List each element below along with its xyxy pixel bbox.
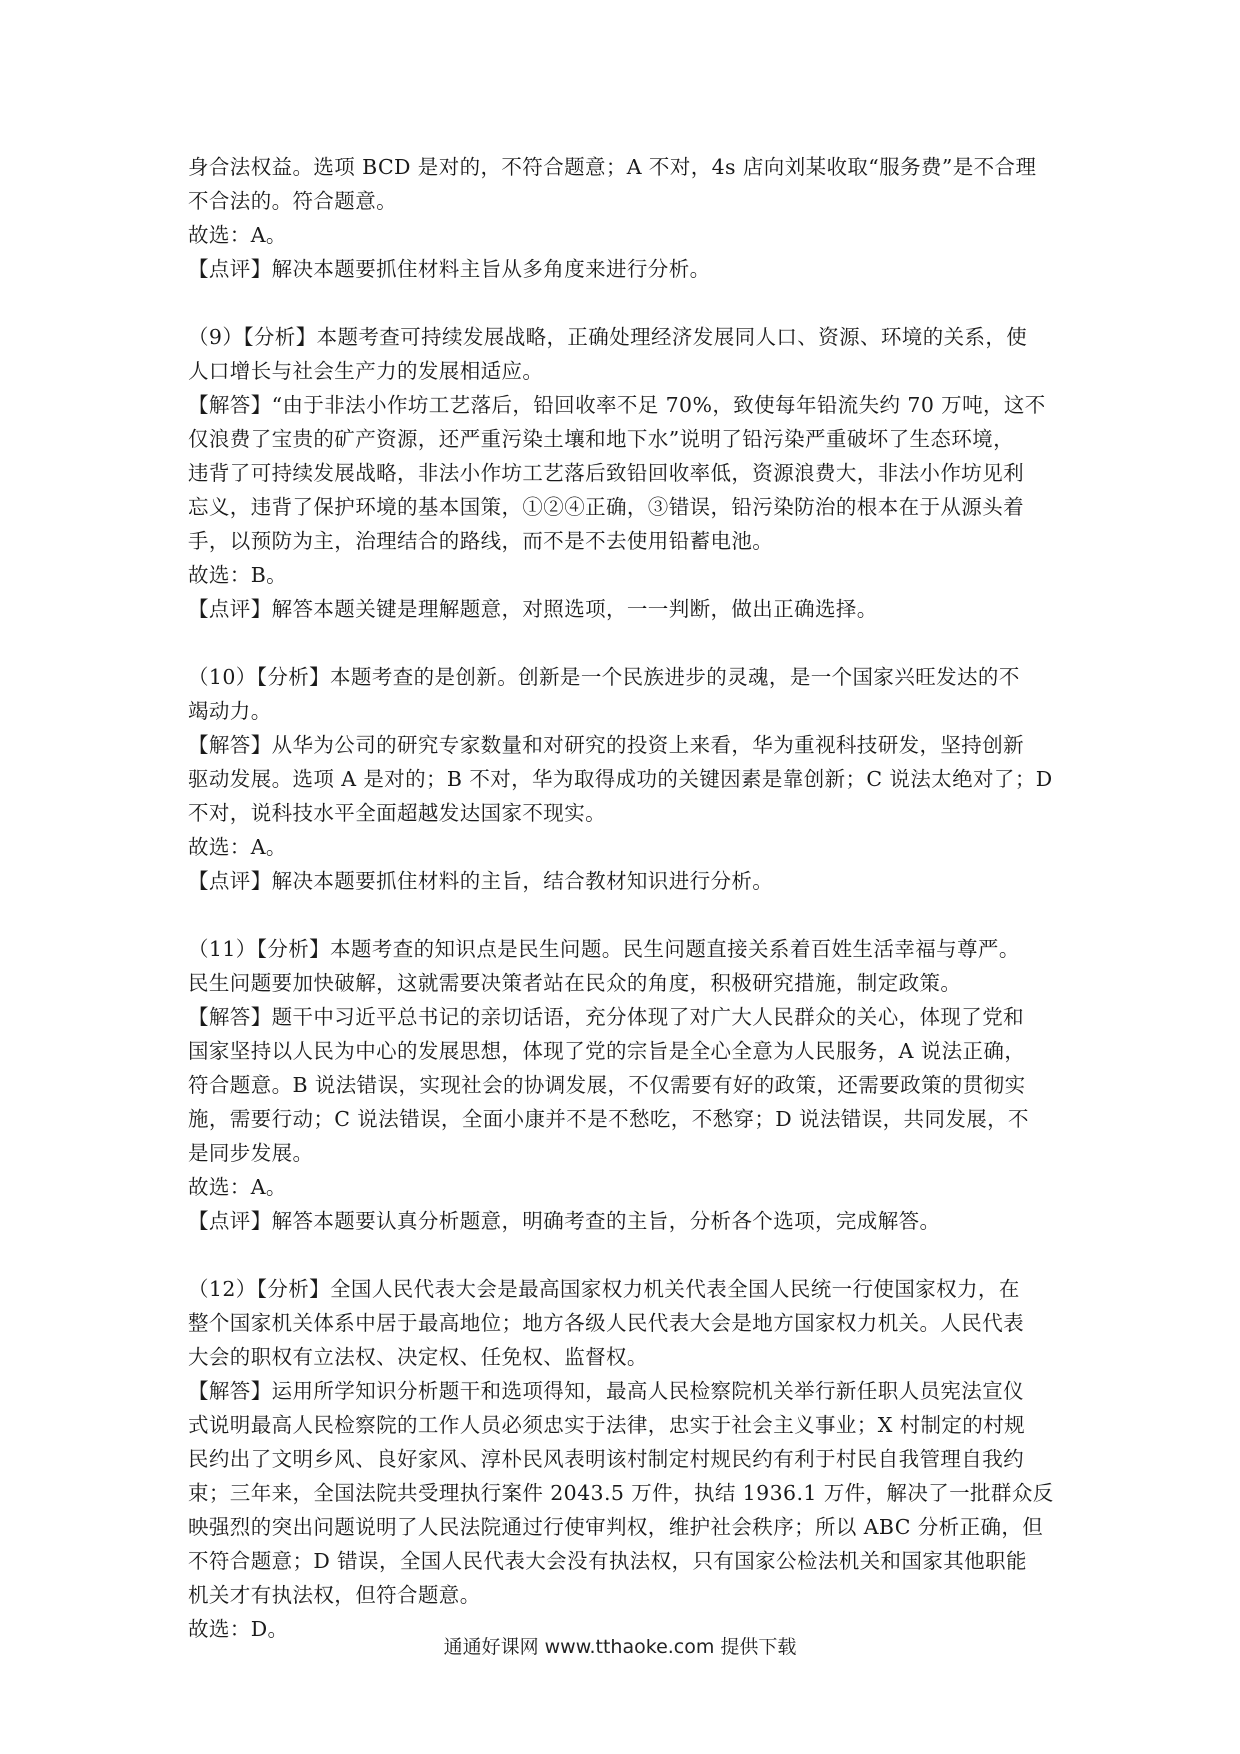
text-line: 机关才有执法权，但符合题意。 bbox=[188, 1583, 481, 1607]
text-line: 符合题意。B 说法错误，实现社会的协调发展，不仅需要有好的政策，还需要政策的贯彻实 bbox=[188, 1073, 1026, 1097]
text-line: 映强烈的突出问题说明了人民法院通过行使审判权，维护社会秩序；所以 ABC 分析正确，但 bbox=[188, 1515, 1044, 1539]
text-line: 【解答】题干中习近平总书记的亲切话语，充分体现了对广大人民群众的关心，体现了党和 bbox=[188, 1005, 1024, 1029]
text-line: 是同步发展。 bbox=[188, 1141, 314, 1165]
text-line: 不符合题意；D 错误，全国人民代表大会没有执法权，只有国家公检法机关和国家其他职能 bbox=[188, 1549, 1027, 1573]
text-line: （12）【分析】全国人民代表大会是最高国家权力机关代表全国人民统一行使国家权力，在 bbox=[188, 1277, 1020, 1301]
text-line: 【解答】从华为公司的研究专家数量和对研究的投资上来看，华为重视科技研发，坚持创新 bbox=[188, 733, 1024, 757]
text-line: 【点评】解答本题关键是理解题意，对照选项，一一判断，做出正确选择。 bbox=[188, 597, 878, 621]
text-line: 仅浪费了宝贵的矿产资源，还严重污染土壤和地下水”说明了铅污染严重破坏了生态环境， bbox=[188, 427, 1014, 451]
text-line: 施，需要行动；C 说法错误，全面小康并不是不愁吃，不愁穿；D 说法错误，共同发展，不 bbox=[188, 1107, 1029, 1131]
text-line: （9）【分析】本题考查可持续发展战略，正确处理经济发展同人口、资源、环境的关系，使 bbox=[188, 325, 1028, 349]
document-body bbox=[188, 150, 1058, 1646]
text-line: 【解答】运用所学知识分析题干和选项得知，最高人民检察院机关举行新任职人员宪法宣仪 bbox=[188, 1379, 1024, 1403]
text-line: 手，以预防为主，治理结合的路线，而不是不去使用铅蓄电池。 bbox=[188, 529, 774, 553]
text-line: 人口增长与社会生产力的发展相适应。 bbox=[188, 359, 544, 383]
section-answer-11 bbox=[188, 932, 1058, 1238]
text-line: 大会的职权有立法权、决定权、任免权、监督权。 bbox=[188, 1345, 648, 1369]
text-line: 【点评】解决本题要抓住材料主旨从多角度来进行分析。 bbox=[188, 257, 711, 281]
text-line: 【点评】解答本题要认真分析题意，明确考查的主旨，分析各个选项，完成解答。 bbox=[188, 1209, 941, 1233]
text-line: 驱动发展。选项 A 是对的；B 不对，华为取得成功的关键因素是靠创新；C 说法太绝对了；D bbox=[188, 767, 1053, 791]
section-spacer bbox=[188, 626, 1058, 660]
text-line: 【点评】解决本题要抓住材料的主旨，结合教材知识进行分析。 bbox=[188, 869, 774, 893]
section-spacer bbox=[188, 1238, 1058, 1272]
page-footer: 通通好课网 www.tthaoke.com 提供下载 bbox=[443, 1636, 797, 1658]
text-line: 故选：D。 bbox=[188, 1617, 289, 1641]
section-spacer bbox=[188, 286, 1058, 320]
text-line: 故选：A。 bbox=[188, 223, 287, 247]
text-line: 整个国家机关体系中居于最高地位；地方各级人民代表大会是地方国家权力机关。人民代表 bbox=[188, 1311, 1024, 1335]
text-line: 国家坚持以人民为中心的发展思想，体现了党的宗旨是全心全意为人民服务，A 说法正确， bbox=[188, 1039, 1026, 1063]
text-line: 民生问题要加快破解，这就需要决策者站在民众的角度，积极研究措施，制定政策。 bbox=[188, 971, 962, 995]
text-line: 竭动力。 bbox=[188, 699, 272, 723]
section-spacer bbox=[188, 898, 1058, 932]
section-answer-12 bbox=[188, 1272, 1058, 1646]
text-line: 不合法的。符合题意。 bbox=[188, 189, 397, 213]
text-line: （11）【分析】本题考查的知识点是民生问题。民生问题直接关系着百姓生活幸福与尊严。 bbox=[188, 937, 1020, 961]
text-line: 故选：A。 bbox=[188, 835, 287, 859]
text-line: 【解答】“由于非法小作坊工艺落后，铅回收率不足 70%，致使每年铅流失约 70 万吨，这不 bbox=[188, 393, 1046, 417]
section-answer-10 bbox=[188, 660, 1058, 898]
text-line: （10）【分析】本题考查的是创新。创新是一个民族进步的灵魂，是一个国家兴旺发达的不 bbox=[188, 665, 1020, 689]
text-line: 故选：B。 bbox=[188, 563, 288, 587]
text-line: 违背了可持续发展战略，非法小作坊工艺落后致铅回收率低，资源浪费大，非法小作坊见利 bbox=[188, 461, 1024, 485]
text-line: 式说明最高人民检察院的工作人员必须忠实于法律，忠实于社会主义事业；X 村制定的村规 bbox=[188, 1413, 1026, 1437]
section-answer-9 bbox=[188, 320, 1058, 626]
text-line: 民约出了文明乡风、良好家风、淳朴民风表明该村制定村规民约有利于村民自我管理自我约 bbox=[188, 1447, 1024, 1471]
section-answer-8 bbox=[188, 150, 1058, 286]
text-line: 身合法权益。选项 BCD 是对的，不符合题意；A 不对，4s 店向刘某收取“服务费”是不合理 bbox=[188, 155, 1037, 179]
text-line: 故选：A。 bbox=[188, 1175, 287, 1199]
text-line: 束；三年来，全国法院共受理执行案件 2043.5 万件，执结 1936.1 万件，解决了一批群众反 bbox=[188, 1481, 1054, 1505]
text-line: 不对，说科技水平全面超越发达国家不现实。 bbox=[188, 801, 606, 825]
text-line: 忘义，违背了保护环境的基本国策，①②④正确，③错误，铅污染防治的根本在于从源头着 bbox=[188, 495, 1024, 519]
